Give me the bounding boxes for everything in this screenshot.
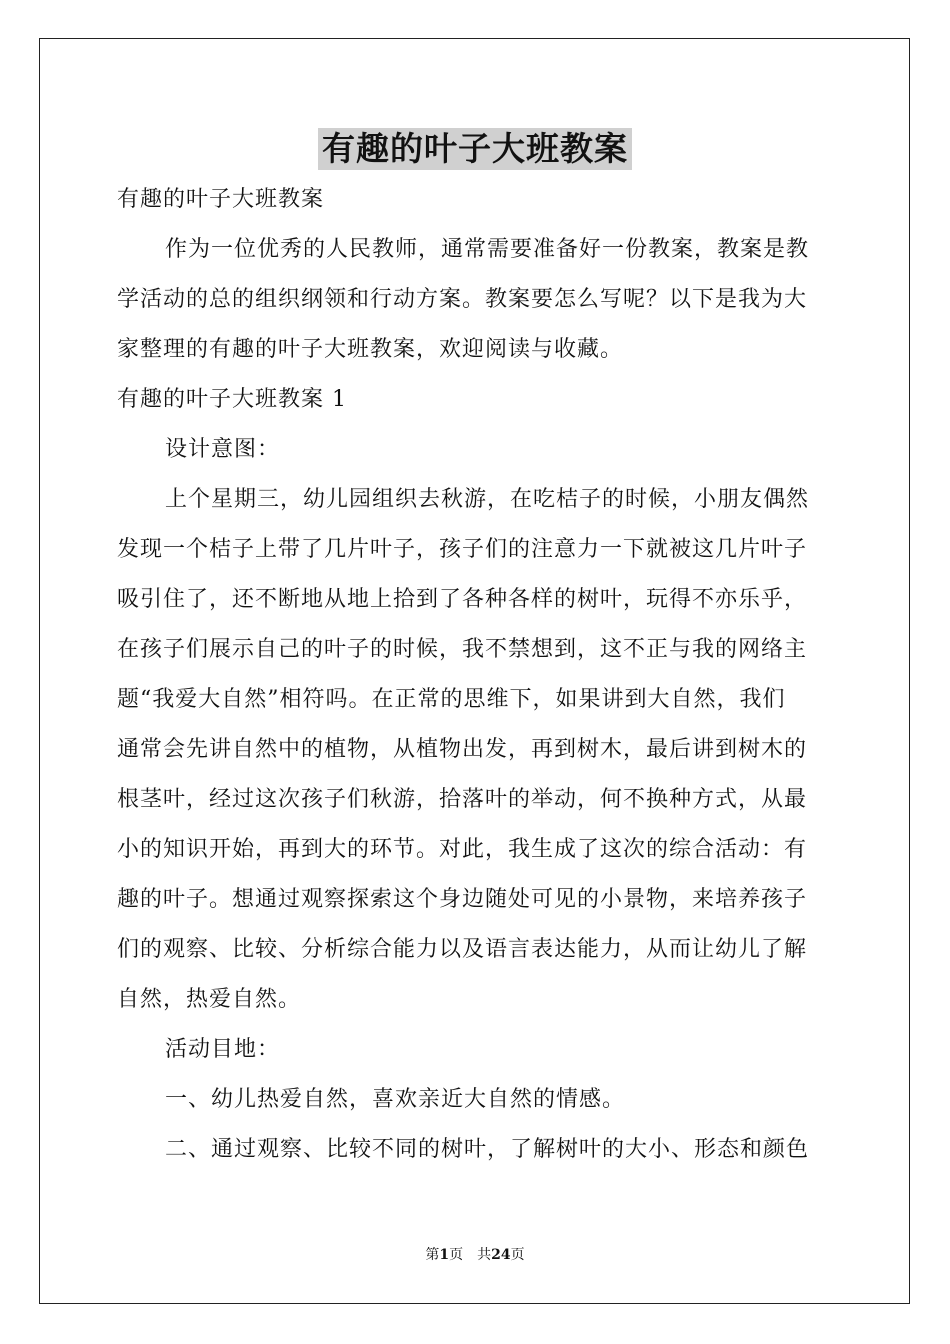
text-line: 通常会先讲自然中的植物，从植物出发，再到树木，最后讲到树木的 [117, 737, 808, 762]
footer-page-number: 1 [439, 1247, 450, 1263]
text-line: 设计意图： [165, 437, 281, 462]
text-line: 吸引住了，还不断地从地上拾到了各种各样的树叶，玩得不亦乐乎， [117, 587, 808, 612]
title-container [0, 128, 950, 170]
text-line: 上个星期三，幼儿园组织去秋游，在吃桔子的时候，小朋友偶然 [165, 487, 810, 512]
text-line: 们的观察、比较、分析综合能力以及语言表达能力，从而让幼儿了解 [117, 937, 808, 962]
footer-prefix: 第 [425, 1247, 440, 1263]
text-line: 有趣的叶子大班教案 [117, 187, 325, 212]
footer-total-pages: 24 [491, 1247, 511, 1263]
document-title: 有趣的叶子大班教案 [318, 128, 632, 170]
footer-mid: 页 共 [449, 1247, 492, 1263]
text-line: 发现一个桔子上带了几片叶子，孩子们的注意力一下就被这几片叶子 [117, 537, 808, 562]
document-body [117, 175, 832, 1175]
footer-suffix: 页 [510, 1247, 525, 1263]
text-line: 学活动的总的组织纲领和行动方案。教案要怎么写呢？以下是我为大 [117, 287, 808, 312]
text-line: 在孩子们展示自己的叶子的时候，我不禁想到，这不正与我的网络主 [117, 637, 808, 662]
text-line: 一、幼儿热爱自然，喜欢亲近大自然的情感。 [165, 1087, 626, 1112]
text-line: 趣的叶子。想通过观察探索这个身边随处可见的小景物，来培养孩子 [117, 887, 808, 912]
text-line: 作为一位优秀的人民教师，通常需要准备好一份教案，教案是教 [165, 237, 810, 262]
text-line: 小的知识开始，再到大的环节。对此，我生成了这次的综合活动：有 [117, 837, 808, 862]
text-line: 题“我爱大自然”相符吗。在正常的思维下，如果讲到大自然，我们 [117, 687, 786, 712]
text-line: 家整理的有趣的叶子大班教案，欢迎阅读与收藏。 [117, 337, 624, 362]
text-line: 二、通过观察、比较不同的树叶，了解树叶的大小、形态和颜色 [165, 1137, 810, 1162]
text-line: 自然，热爱自然。 [117, 987, 302, 1012]
text-line: 根茎叶，经过这次孩子们秋游，拾落叶的举动，何不换种方式，从最 [117, 787, 808, 812]
text-line: 活动目地： [165, 1037, 281, 1062]
page-footer [0, 1245, 950, 1265]
text-line: 有趣的叶子大班教案 1 [117, 387, 347, 412]
